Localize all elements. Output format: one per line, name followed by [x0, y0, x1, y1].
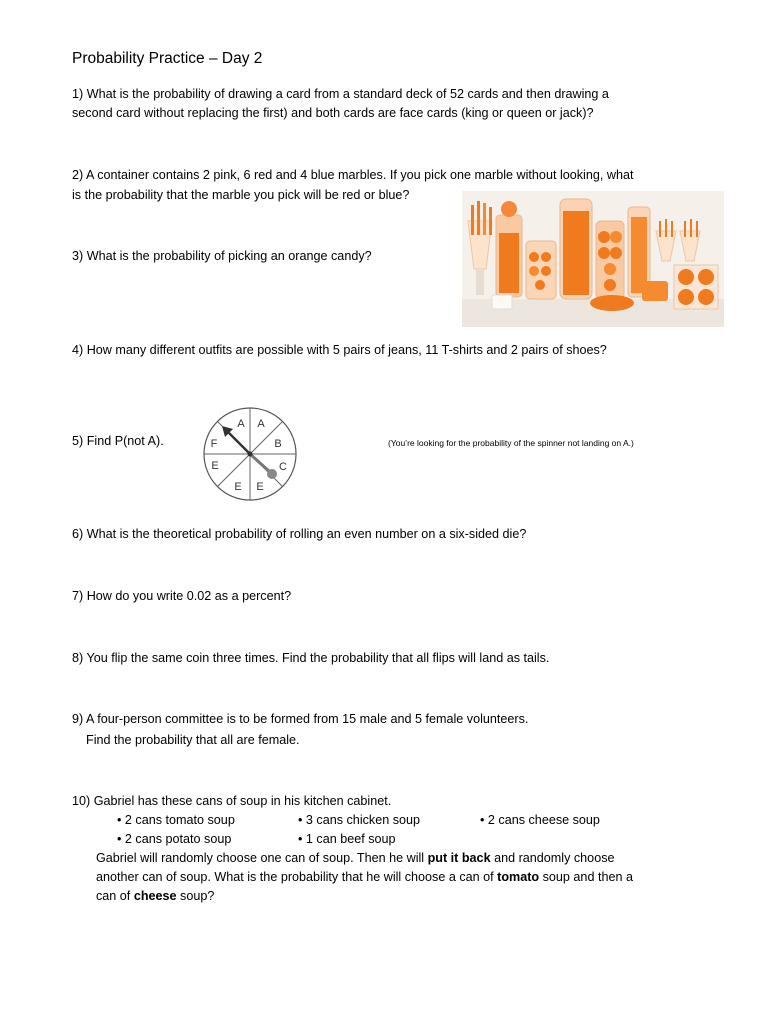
orange-candy-photo: [462, 191, 724, 327]
q9-line2: Find the probability that all are female.: [86, 733, 300, 747]
q10-line3-a: can of: [96, 889, 134, 903]
q10-line2-a: another can of soup. What is the probability that he will choose a can of: [96, 870, 498, 884]
q9-line1: 9) A four-person committee is to be formed from 15 male and 5 female volunteers.: [72, 712, 529, 726]
q4-text: 4) How many different outfits are possible with 5 pairs of jeans, 11 T-shirts and 2 pairs of shoes?: [72, 343, 607, 357]
q10-line3-c: soup?: [176, 889, 215, 903]
spinner-label-1: A: [237, 418, 245, 430]
soup-item-beef: • 1 can beef soup: [298, 832, 396, 846]
spinner-label-8: F: [210, 438, 218, 450]
q10-line2-bold: tomato: [497, 870, 540, 884]
spinner-label-5: E: [256, 481, 264, 493]
q10-line3-bold: cheese: [133, 889, 177, 903]
q10-paragraph-line3: [96, 887, 214, 906]
q7-text: 7) How do you write 0.02 as a percent?: [72, 589, 292, 603]
q5-note: (You’re looking for the probability of the spinner not landing on A.): [388, 438, 634, 448]
q10-line1-a: Gabriel will randomly choose one can of soup. Then he will: [96, 851, 428, 865]
spinner-label-3: B: [274, 438, 282, 450]
q10-paragraph-line1: [96, 849, 615, 868]
soup-item-cheese: • 2 cans cheese soup: [480, 813, 600, 827]
soup-item-chicken: • 3 cans chicken soup: [298, 813, 421, 827]
q2-line2: is the probability that the marble you pick will be red or blue?: [72, 188, 410, 202]
q10-line1-bold: put it back: [427, 851, 491, 865]
q10-line2-c: soup and then a: [539, 870, 633, 884]
q2-line1: 2) A container contains 2 pink, 6 red and 4 blue marbles. If you pick one marble without looking, what: [72, 168, 634, 182]
spinner-label-7: E: [211, 460, 219, 472]
spinner-label-4: C: [279, 461, 287, 473]
q1-line1: 1) What is the probability of drawing a card from a standard deck of 52 cards and then drawing a: [72, 87, 609, 101]
q10-line1-c: and randomly choose: [490, 851, 615, 865]
q10-intro: 10) Gabriel has these cans of soup in his kitchen cabinet.: [72, 794, 392, 808]
spinner-label-2: A: [257, 418, 265, 430]
spinner-diagram: [200, 404, 300, 504]
soup-item-potato: • 2 cans potato soup: [117, 832, 232, 846]
spinner-illustration: [200, 404, 300, 504]
q5-text: 5) Find P(not A).: [72, 434, 164, 448]
soup-item-tomato: • 2 cans tomato soup: [117, 813, 235, 827]
page-title: Probability Practice – Day 2: [72, 50, 263, 67]
q3-text: 3) What is the probability of picking an orange candy?: [72, 249, 372, 263]
q1-line2: second card without replacing the first) and both cards are face cards (king or queen or jack)?: [72, 106, 594, 120]
q10-paragraph-line2: [96, 868, 633, 887]
q8-text: 8) You flip the same coin three times. Find the probability that all flips will land as tails.: [72, 651, 550, 665]
candy-display-illustration: [462, 191, 724, 327]
q6-text: 6) What is the theoretical probability of rolling an even number on a six-sided die?: [72, 527, 527, 541]
spinner-label-6: E: [234, 481, 242, 493]
